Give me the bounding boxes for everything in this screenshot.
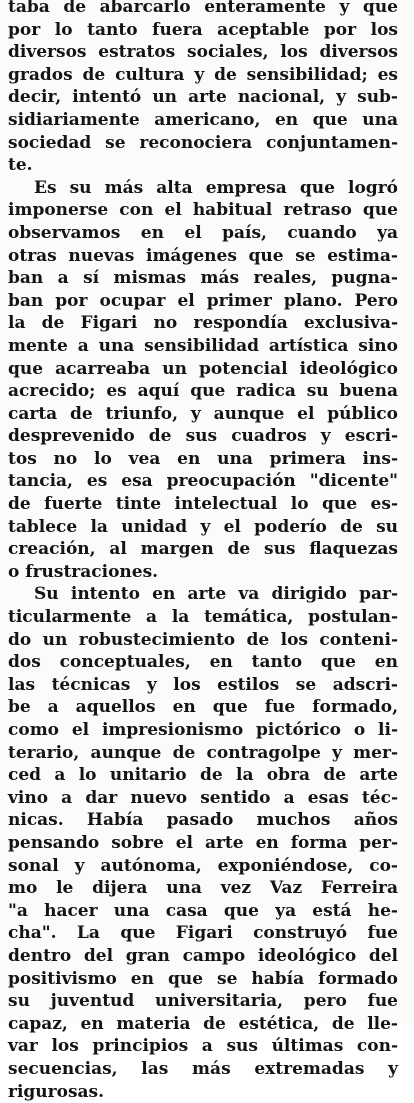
article-line: ticularmente a la temática, postulan- — [8, 606, 398, 629]
article-line: rigurosas. — [8, 1081, 398, 1103]
article-line: dentro del gran campo ideológico del — [8, 945, 398, 968]
article-line: nicas. Había pasado muchos años — [8, 809, 398, 832]
article-line: sidiariamente americano, en que una — [8, 109, 398, 132]
article-line: creación, al margen de sus flaquezas — [8, 538, 398, 561]
article-line: que acarreaba un potencial ideológico — [8, 358, 398, 381]
article-line: Su intento en arte va dirigido par- — [8, 583, 398, 606]
article-line: tancia, es esa preocupación "dicente" — [8, 470, 398, 493]
article-line: sociedad se reconociera conjuntamen- — [8, 132, 398, 155]
article-line: capaz, en materia de estética, de lle- — [8, 1013, 398, 1036]
article-line: Es su más alta empresa que logró — [8, 177, 398, 200]
article-line: la de Figari no respondía exclusiva- — [8, 312, 398, 335]
article-line: taba de abarcarlo enteramente y que — [8, 0, 398, 19]
article-line: por lo tanto fuera aceptable por los — [8, 19, 398, 42]
article-line: imponerse con el habitual retraso que — [8, 199, 398, 222]
article-line: secuencias, las más extremadas y — [8, 1058, 398, 1081]
article-line: decir, intentó un arte nacional, y sub- — [8, 86, 398, 109]
article-column — [8, 0, 398, 1103]
article-line: acrecido; es aquí que radica su buena — [8, 380, 398, 403]
article-line: be a aquellos en que fue formado, — [8, 696, 398, 719]
article-line: observamos en el país, cuando ya — [8, 222, 398, 245]
article-line: grados de cultura y de sensibilidad; es — [8, 64, 398, 87]
article-line: las técnicas y los estilos se adscri- — [8, 674, 398, 697]
article-line: desprevenido de sus cuadros y escri- — [8, 425, 398, 448]
article-line: ced a lo unitario de la obra de arte — [8, 764, 398, 787]
article-line: "a hacer una casa que ya está he- — [8, 900, 398, 923]
article-line: ban a sí mismas más reales, pugna- — [8, 267, 398, 290]
article-line: otras nuevas imágenes que se estima- — [8, 245, 398, 268]
article-line: o frustraciones. — [8, 561, 398, 584]
article-line: var los principios a sus últimas con- — [8, 1035, 398, 1058]
article-line: mente a una sensibilidad artística sino — [8, 335, 398, 358]
article-line: positivismo en que se había formado — [8, 968, 398, 991]
article-line: ban por ocupar el primer plano. Pero — [8, 290, 398, 313]
article-line: sonal y autónoma, exponiéndose, co- — [8, 855, 398, 878]
article-line: pensando sobre el arte en forma per- — [8, 832, 398, 855]
article-line: diversos estratos sociales, los diversos — [8, 41, 398, 64]
article-line: tos no lo vea en una primera ins- — [8, 448, 398, 471]
article-line: do un robustecimiento de los conteni- — [8, 629, 398, 652]
article-line: dos conceptuales, en tanto que en — [8, 651, 398, 674]
article-line: vino a dar nuevo sentido a esas téc- — [8, 787, 398, 810]
article-line: de fuerte tinte intelectual lo que es- — [8, 493, 398, 516]
article-line: te. — [8, 154, 398, 177]
article-line: carta de triunfo, y aunque el público — [8, 403, 398, 426]
article-line: tablece la unidad y el poderío de su — [8, 516, 398, 539]
article-line: mo le dijera una vez Vaz Ferreira — [8, 877, 398, 900]
article-line: terario, aunque de contragolpe y mer- — [8, 742, 398, 765]
article-line: como el impresionismo pictórico o li- — [8, 719, 398, 742]
article-line: cha". La que Figari construyó fue — [8, 922, 398, 945]
article-line: su juventud universitaria, pero fue — [8, 990, 398, 1013]
